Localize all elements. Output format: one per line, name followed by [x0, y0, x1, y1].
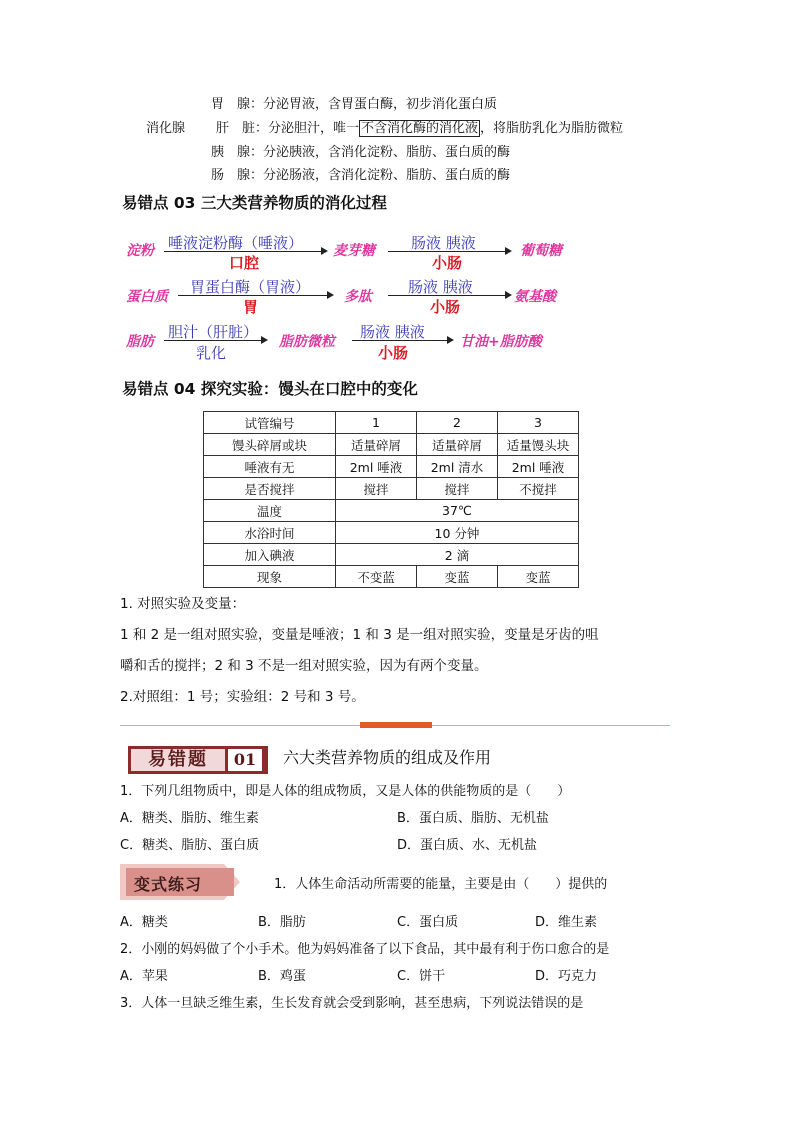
flow-starch-step2-top: 肠液 胰液: [411, 234, 476, 252]
table-cell: 搅拌: [417, 478, 498, 500]
note-line: 1 和 2 是一组对照实验，变量是唾液；1 和 3 是一组对照实验，变量是牙齿的咀: [120, 627, 599, 643]
table-cell: 水浴时间: [204, 522, 336, 544]
gland-row-stomach: 胃 腺：分泌胃液，含胃蛋白酶，初步消化蛋白质: [211, 97, 498, 112]
table-cell: 不搅拌: [498, 478, 579, 500]
option-c: C．饼干: [397, 969, 446, 984]
flow-starch-step1-top: 唾液淀粉酶（唾液）: [168, 234, 304, 252]
table-cell: 温度: [204, 500, 336, 522]
table-cell: 3: [498, 412, 579, 434]
note-line: 嚼和舌的搅拌；2 和 3 不是一组对照实验，因为有两个变量。: [120, 658, 488, 674]
table-cell: 变蓝: [417, 566, 498, 588]
divider-accent: [360, 722, 432, 728]
digestive-gland-label: 消化腺: [146, 121, 186, 136]
flow-fat-step1-bottom: 乳化: [196, 344, 227, 362]
option-c: C．蛋白质: [397, 915, 459, 930]
option-a: A．苹果: [120, 969, 168, 984]
flow-protein-step2-top: 肠液 胰液: [408, 278, 473, 296]
gland-row-pancreas: 胰 腺：分泌胰液，含消化淀粉、脂肪、蛋白质的酶: [211, 145, 511, 160]
table-cell: 变蓝: [498, 566, 579, 588]
table-cell: 37℃: [336, 500, 579, 522]
table-row: [204, 544, 579, 566]
flow-starch-start: 淀粉: [126, 243, 154, 259]
flow-protein-step1-bottom: 胃: [243, 298, 259, 316]
badge-number: 01: [228, 749, 262, 771]
flow-protein-mid: 多肽: [344, 289, 372, 305]
flow-protein-step1-top: 胃蛋白酶（胃液）: [190, 278, 311, 296]
badge-label: 易错题: [131, 749, 225, 771]
flow-fat-step2-top: 肠液 胰液: [360, 323, 425, 341]
table-row: [204, 500, 579, 522]
option-c: C．糖类、脂肪、蛋白质: [120, 838, 260, 853]
table-row: [204, 456, 579, 478]
flow-starch-end: 葡萄糖: [520, 243, 562, 259]
table-cell: 适量馒头块: [498, 434, 579, 456]
flow-fat-start: 脂肪: [126, 334, 154, 350]
boxed-term: 不含消化酶的消化液: [361, 121, 479, 136]
option-b: B．鸡蛋: [258, 969, 306, 984]
table-cell: 2ml 唾液: [498, 456, 579, 478]
table-cell: 2ml 唾液: [336, 456, 417, 478]
experiment-table: [203, 411, 579, 588]
flow-protein-step2-bottom: 小肠: [430, 298, 461, 316]
option-d: D．维生素: [535, 915, 598, 930]
gland-row-liver: 肝 脏：分泌胆汁，唯一 不含消化酶的消化液 ，将脂肪乳化为脂肪微粒: [216, 121, 624, 136]
table-cell: 现象: [204, 566, 336, 588]
practice-question-1: 1．人体生命活动所需要的能量，主要是由（ ）提供的: [274, 877, 608, 892]
table-row: [204, 566, 579, 588]
practice-label: 变式练习: [134, 875, 203, 894]
flow-fat-step1-top: 胆汁（肝脏）: [168, 323, 259, 341]
flow-fat-mid: 脂肪微粒: [279, 334, 335, 350]
arrow-icon: [164, 340, 266, 341]
flow-protein-end: 氨基酸: [514, 289, 556, 305]
error-topic-badge: [128, 746, 268, 774]
arrow-icon: [352, 340, 452, 341]
table-cell: 1: [336, 412, 417, 434]
note-line: 2.对照组：1 号；实验组：2 号和 3 号。: [120, 689, 365, 705]
practice-question-3: 3．人体一旦缺乏维生素，生长发育就会受到影响，甚至患病，下列说法错误的是: [120, 996, 584, 1011]
table-cell: 试管编号: [204, 412, 336, 434]
option-a: A．糖类、脂肪、维生素: [120, 811, 259, 826]
option-d: D．巧克力: [535, 969, 598, 984]
table-row: [204, 434, 579, 456]
table-cell: 唾液有无: [204, 456, 336, 478]
option-a: A．糖类: [120, 915, 168, 930]
table-cell: 不变蓝: [336, 566, 417, 588]
table-cell: 适量碎屑: [336, 434, 417, 456]
table-row: [204, 478, 579, 500]
question-1: 1．下列几组物质中，即是人体的组成物质，又是人体的供能物质的是（ ）: [120, 784, 571, 799]
table-cell: 2: [417, 412, 498, 434]
table-cell: 10 分钟: [336, 522, 579, 544]
table-row: [204, 522, 579, 544]
flow-starch-mid: 麦芽糖: [333, 243, 375, 259]
section04-title: 易错点 04 探究实验：馒头在口腔中的变化: [122, 380, 418, 398]
gland-row-intestine: 肠 腺：分泌肠液，含消化淀粉、脂肪、蛋白质的酶: [211, 168, 511, 183]
table-row: [204, 412, 579, 434]
option-b: B．蛋白质、脂肪、无机盐: [397, 811, 549, 826]
error-topic-title: 六大类营养物质的组成及作用: [283, 748, 492, 767]
practice-ribbon: [120, 864, 240, 900]
practice-question-2: 2．小刚的妈妈做了个小手术。他为妈妈准备了以下食品，其中最有利于伤口愈合的是: [120, 942, 610, 957]
table-cell: 2ml 清水: [417, 456, 498, 478]
table-cell: 搅拌: [336, 478, 417, 500]
flow-starch-step1-bottom: 口腔: [229, 254, 260, 272]
option-d: D．蛋白质、水、无机盐: [397, 838, 538, 853]
table-cell: 适量碎屑: [417, 434, 498, 456]
flow-fat-step2-bottom: 小肠: [378, 344, 409, 362]
option-b: B．脂肪: [258, 915, 306, 930]
table-cell: 加入碘液: [204, 544, 336, 566]
table-cell: 是否搅拌: [204, 478, 336, 500]
table-cell: 馒头碎屑或块: [204, 434, 336, 456]
note-line: 1. 对照实验及变量：: [120, 596, 246, 612]
flow-protein-start: 蛋白质: [126, 289, 168, 305]
flow-starch-step2-bottom: 小肠: [432, 254, 463, 272]
table-cell: 2 滴: [336, 544, 579, 566]
section03-title: 易错点 03 三大类营养物质的消化过程: [122, 194, 387, 212]
flow-fat-end: 甘油+脂肪酸: [460, 334, 542, 350]
